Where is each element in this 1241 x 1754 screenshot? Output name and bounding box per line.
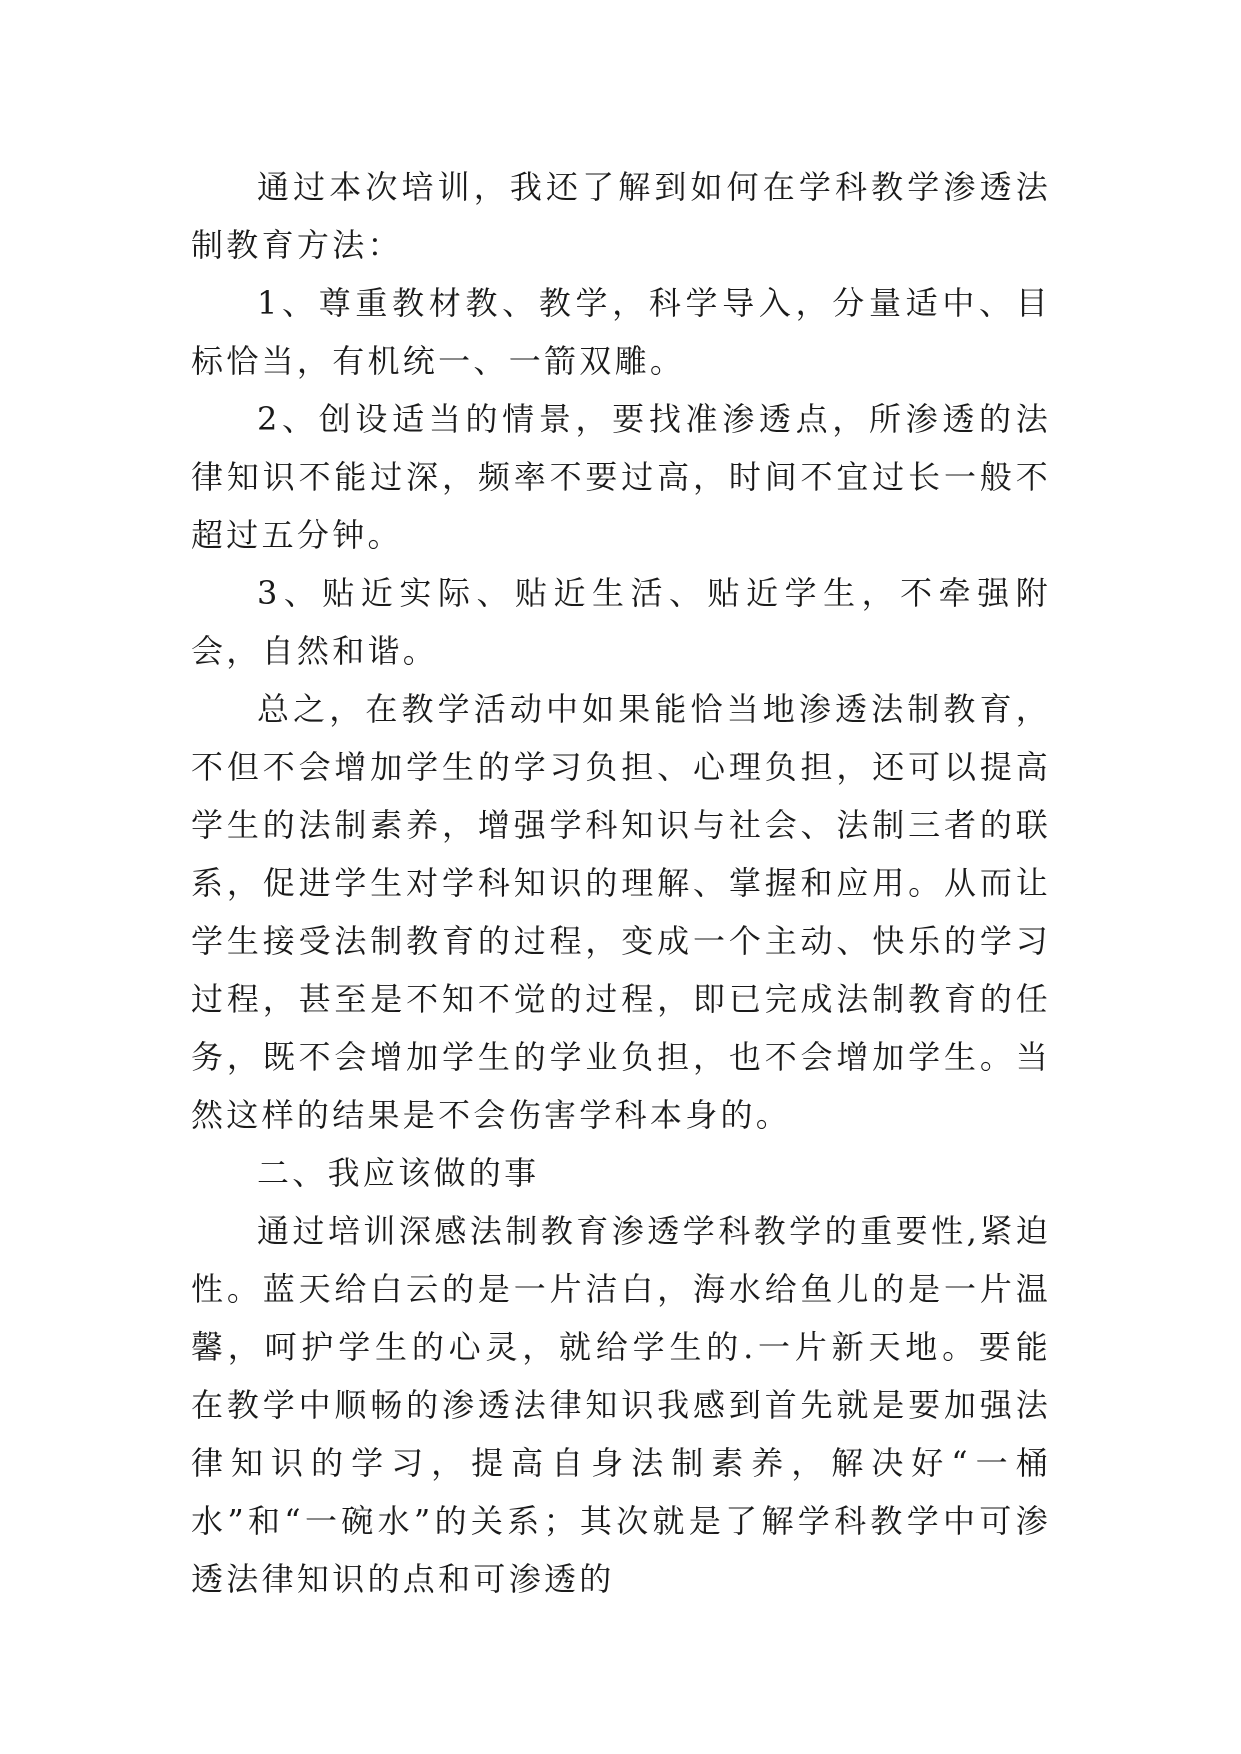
paragraph-point-1: 1、尊重教材教、教学，科学导入，分量适中、目标恰当，有机统一、一箭双雕。: [191, 284, 1051, 380]
section-heading-what-i-should-do: 二、我应该做的事: [257, 1154, 540, 1192]
paragraph-summary: 总之，在教学活动中如果能恰当地渗透法制教育，不但不会增加学生的学习负担、心理负担，还可以提高学生的法制素养，增强学科知识与社会、法制三者的联系，促进学生对学科知识的理解、掌握和应用。从而让学生接受法制教育的过程，变成一个主动、快乐的学习过程，甚至是不知不觉的过程，即已完成法制教育的任务，既不会增加学生的学业负担，也不会增加学生。当然这样的结果是不会伤害学科本身的。: [191, 690, 1051, 1134]
document-body: [191, 158, 1051, 1608]
paragraph-training-methods-intro: 通过本次培训，我还了解到如何在学科教学渗透法制教育方法：: [191, 168, 1051, 264]
paragraph-training-reflection: 通过培训深感法制教育渗透学科教学的重要性,紧迫性。蓝天给白云的是一片洁白，海水给鱼儿的是一片温馨，呵护学生的心灵，就给学生的.一片新天地。要能在教学中顺畅的渗透法律知识我感到首先就是要加强法律知识的学习，提高自身法制素养，解决好“一桶水”和“一碗水”的关系；其次就是了解学科教学中可渗透法律知识的点和可渗透的: [191, 1212, 1051, 1598]
paragraph-point-3: 3、贴近实际、贴近生活、贴近学生，不牵强附会，自然和谐。: [191, 574, 1051, 670]
paragraph-point-2: 2、创设适当的情景，要找准渗透点，所渗透的法律知识不能过深，频率不要过高，时间不宜过长一般不超过五分钟。: [191, 400, 1051, 554]
